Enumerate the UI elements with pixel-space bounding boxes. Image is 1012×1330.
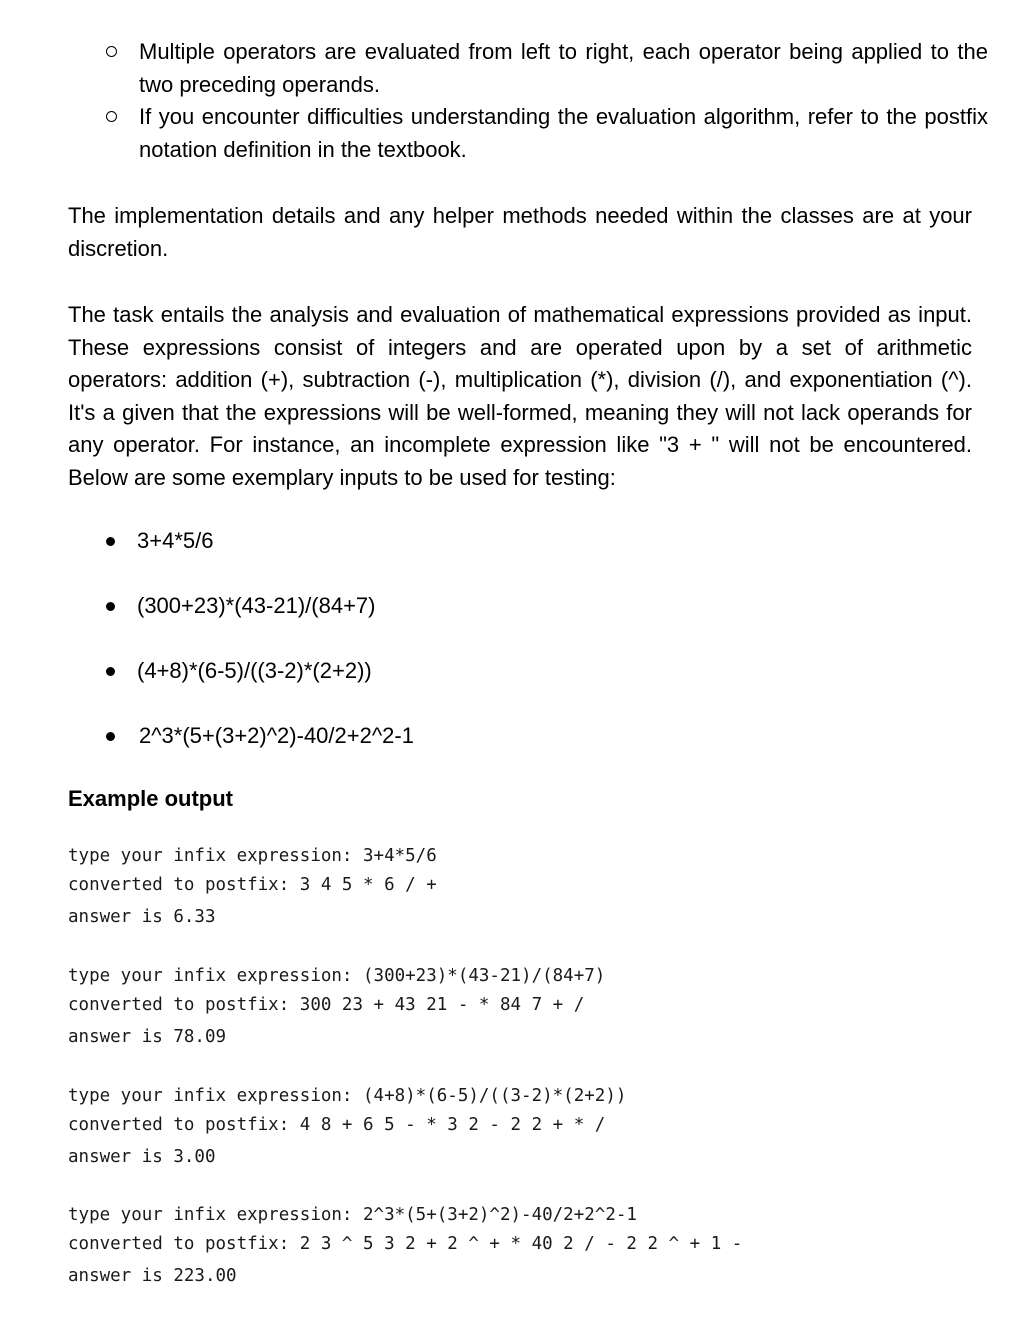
hollow-circle-bullet-icon <box>106 111 117 122</box>
prompt-line: type your infix expression: (4+8)*(6-5)/((3-2)*(2+2)) <box>68 1086 627 1106</box>
prompt-line: type your infix expression: 3+4*5/6 <box>68 846 437 866</box>
postfix-line: converted to postfix: 4 8 + 6 5 - * 3 2 - 2 2 + * / <box>68 1115 606 1135</box>
paragraph: The implementation details and any helper methods needed within the classes are at your discretion. <box>68 203 972 261</box>
postfix-line: converted to postfix: 2 3 ^ 5 3 2 + 2 ^ + * 40 2 / - 2 2 ^ + 1 - <box>68 1234 743 1254</box>
prompt-line: type your infix expression: (300+23)*(43-21)/(84+7) <box>68 966 606 986</box>
test-input: 2^3*(5+(3+2)^2)-40/2+2^2-1 <box>139 723 414 748</box>
section-heading: Example output <box>68 786 234 811</box>
postfix-line: converted to postfix: 300 23 + 43 21 - * 84 7 + / <box>68 995 585 1015</box>
paragraph: The task entails the analysis and evaluation of mathematical expressions provided as input. These expressions consist of integers and are operated upon by a set of arithmetic operators: addition (+), subtraction (-), multiplication (*), division (/), and exponentiation (^). It's a given that the expressions will be well-formed, meaning they will not lack operands for any operator. For instance, an incomplete expression like "3 + " will not be encountered. Below are some exemplary inputs to be used for testing: <box>68 302 972 490</box>
bullet-dot-icon <box>106 667 115 676</box>
circle-bullet-list <box>0 36 1012 166</box>
list-item-text: If you encounter difficulties understanding the evaluation algorithm, refer to the postfix notation definition in the textbook. <box>139 104 988 162</box>
test-input: (4+8)*(6-5)/((3-2)*(2+2)) <box>137 658 372 683</box>
bullet-dot-icon <box>106 732 115 741</box>
postfix-line: converted to postfix: 3 4 5 * 6 / + <box>68 875 437 895</box>
answer-line: answer is 223.00 <box>68 1266 237 1286</box>
answer-line: answer is 6.33 <box>68 907 216 927</box>
test-input: (300+23)*(43-21)/(84+7) <box>137 593 376 618</box>
prompt-line: type your infix expression: 2^3*(5+(3+2)^2)-40/2+2^2-1 <box>68 1205 637 1225</box>
test-input: 3+4*5/6 <box>137 528 214 553</box>
list-item <box>0 101 1012 166</box>
bullet-dot-icon <box>106 602 115 611</box>
list-item-text: Multiple operators are evaluated from left to right, each operator being applied to the two preceding operands. <box>139 39 988 97</box>
answer-line: answer is 78.09 <box>68 1027 227 1047</box>
bullet-dot-icon <box>106 537 115 546</box>
answer-line: answer is 3.00 <box>68 1147 216 1167</box>
list-item <box>0 36 1012 101</box>
hollow-circle-bullet-icon <box>106 46 117 57</box>
